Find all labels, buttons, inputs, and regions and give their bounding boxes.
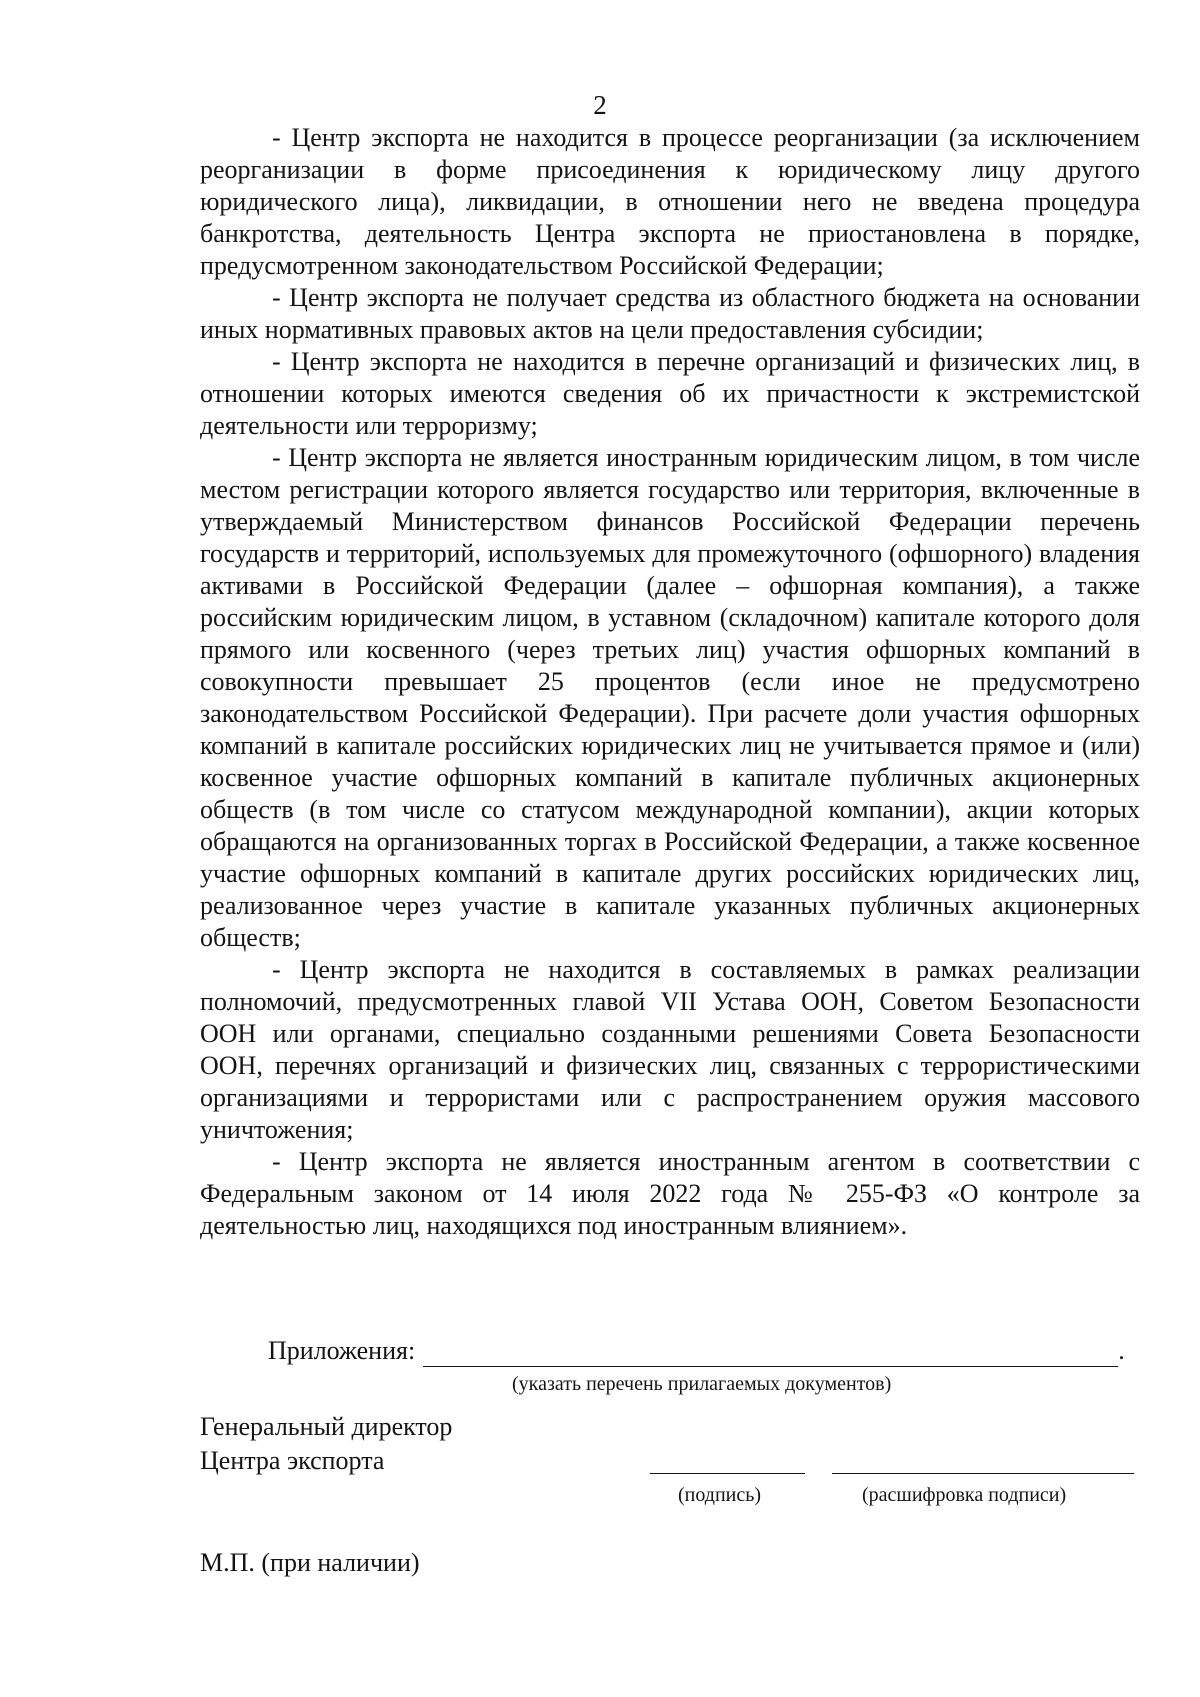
- paragraph-foreign-agent: - Центр экспорта не является иностранным агентом в соответствии с Федеральным законом от 14 июля 2022 года № 255-ФЗ «О контроле за деятельностью лиц, находящихся под иностранным влиянием».: [200, 1147, 1140, 1240]
- page-number: 2: [593, 90, 607, 120]
- signature-line[interactable]: [650, 1473, 805, 1474]
- document-body: [200, 122, 1140, 1242]
- paragraph-regional-budget: - Центр экспорта не получает средства из областного бюджета на основании иных нормативных правовых актов на цели предоставления субсидии;: [200, 283, 1140, 344]
- attachments-end-mark: .: [1118, 1336, 1125, 1365]
- signature-decode-hint: (расшифровка подписи): [862, 1484, 1067, 1506]
- stamp-placeholder: М.П. (при наличии): [200, 1548, 420, 1577]
- attachments-hint: (указать перечень прилагаемых документов): [512, 1373, 892, 1395]
- attachments-block: [268, 1335, 1148, 1367]
- signature-decode-line[interactable]: [832, 1473, 1134, 1474]
- paragraph-extremism-list: - Центр экспорта не находится в перечне организаций и физических лиц, в отношении которых имеются сведения об их причастности к экстремистской деятельности или терроризму;: [200, 347, 1140, 440]
- signatory-title: Генеральный директор: [200, 1412, 453, 1441]
- paragraph-offshore: - Центр экспорта не является иностранным юридическим лицом, в том числе местом регистрации которого является государство или территория, включенные в утверждаемый Министерством финансов Российской Федерации перечень государств и территорий, используемых для промежуточного (офшорного) владения активами в Российской Федерации (далее – офшорная компания), а также российским юридическим лицом, в уставном (складочном) капитале которого доля прямого или косвенного (через третьих лиц) участия офшорных компаний в совокупности превышает 25 процентов (если иное не предусмотрено законодательством Российской Федерации). При расчете доли участия офшорных компаний в капитале российских юридических лиц не учитывается прямое и (или) косвенное участие офшорных компаний в капитале публичных акционерных обществ (в том числе со статусом международной компании), акции которых обращаются на организованных торгах в Российской Федерации, а также косвенное участие офшорных компаний в капитале других российских юридических лиц, реализованное через участие в капитале указанных публичных акционерных обществ;: [200, 443, 1140, 952]
- paragraph-un-sanctions: - Центр экспорта не находится в составляемых в рамках реализации полномочий, предусмотренных главой VII Устава ООН, Советом Безопасности ООН или органами, специально созданными решениями Совета Безопасности ООН, перечнях организаций и физических лиц, связанных с террористическими организациями и террористами или с распространением оружия массового уничтожения;: [200, 955, 1140, 1144]
- signature-hint: (подпись): [678, 1484, 762, 1506]
- attachments-label: Приложения:: [268, 1336, 416, 1365]
- paragraph-reorganization: - Центр экспорта не находится в процессе реорганизации (за исключением реорганизации в форме присоединения к юридическому лицу другого юридического лица), ликвидации, в отношении него не введена процедура банкротства, деятельность Центра экспорта не приостановлена в порядке, предусмотренном законодательством Российской Федерации;: [200, 123, 1140, 280]
- attachments-fill-line[interactable]: [423, 1342, 1118, 1367]
- signatory-organization: Центра экспорта: [200, 1446, 385, 1475]
- signatory-block: [200, 1410, 452, 1478]
